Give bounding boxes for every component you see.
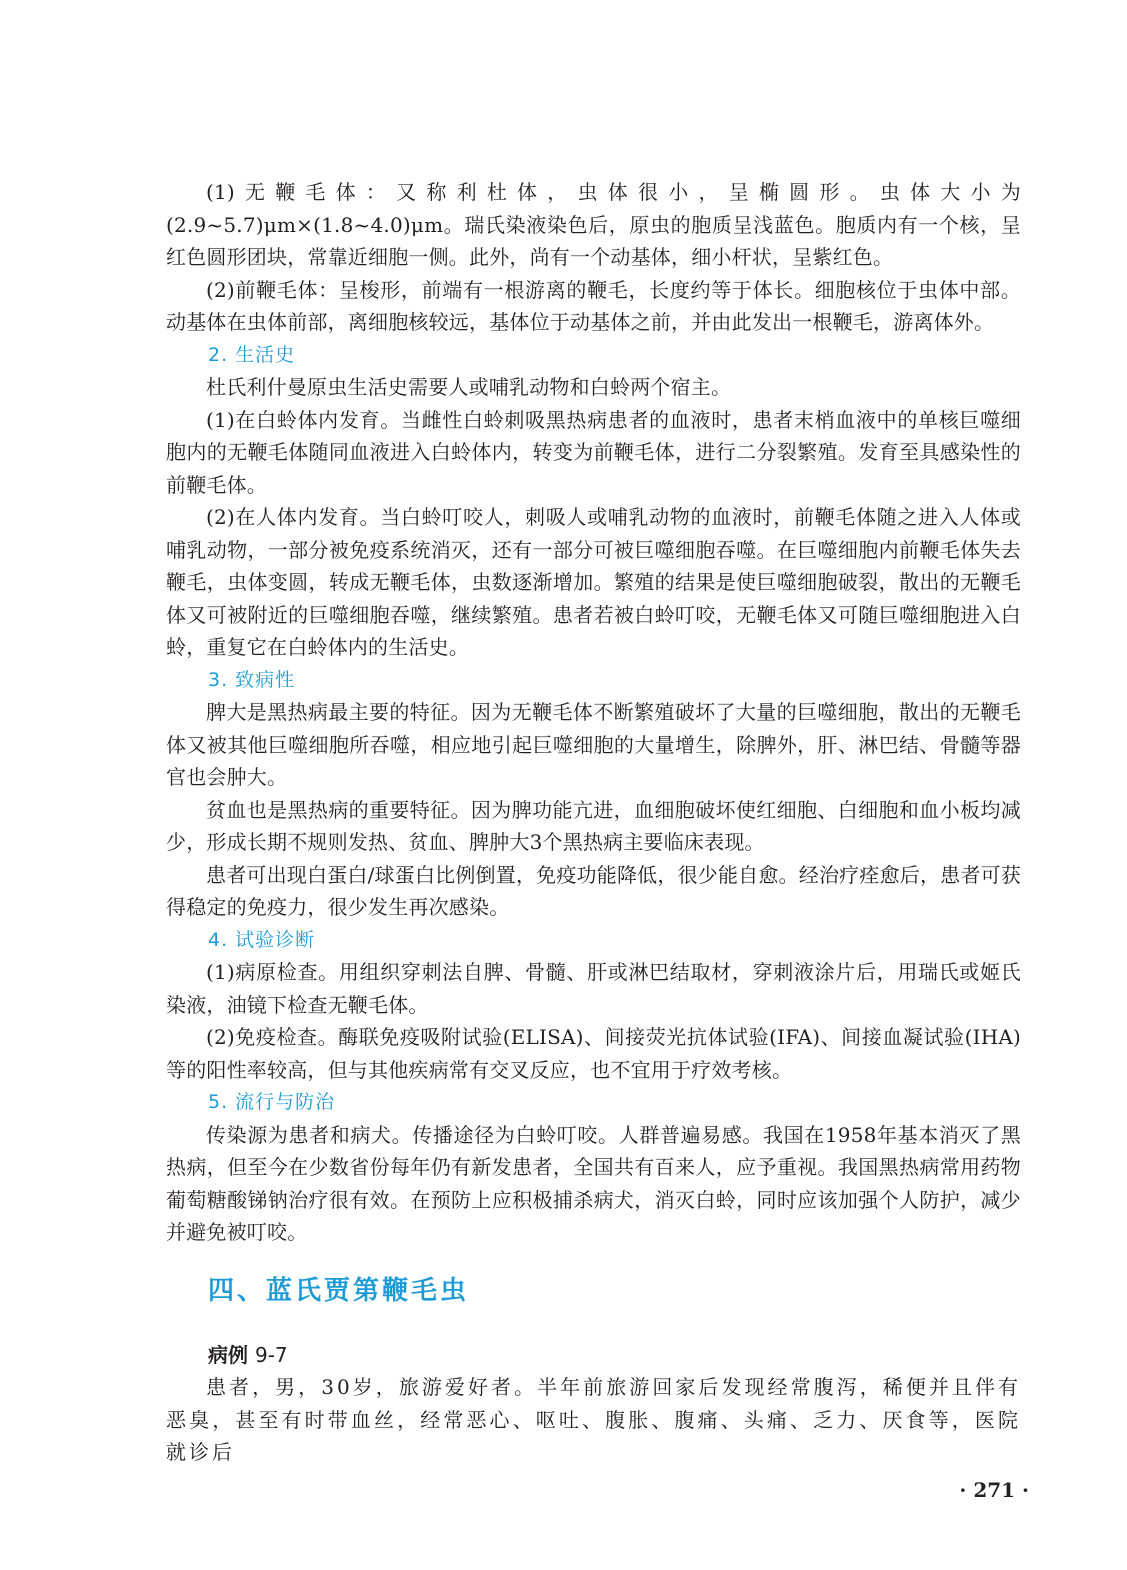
paragraph: 脾大是黑热病最主要的特征。因为无鞭毛体不断繁殖破坏了大量的巨噬细胞，散出的无鞭毛体又被其他巨噬细胞所吞噬，相应地引起巨噬细胞的大量增生，除脾外，肝、淋巴结、骨髓等器官也会肿大。	[166, 700, 1021, 789]
paragraph: (2)前鞭毛体：呈梭形，前端有一根游离的鞭毛，长度约等于体长。细胞核位于虫体中部。动基体在虫体前部，离细胞核较远，基体位于动基体之前，并由此发出一根鞭毛，游离体外。	[166, 277, 1021, 334]
paragraph: (1)在白蛉体内发育。当雌性白蛉刺吸黑热病患者的血液时，患者末梢血液中的单核巨噬细胞内的无鞭毛体随同血液进入白蛉体内，转变为前鞭毛体，进行二分裂繁殖。发育至具感染性的前鞭毛体。	[166, 407, 1021, 497]
paragraph: 传染源为患者和病犬。传播途径为白蛉叮咬。人群普遍易感。我国在1958年基本消灭了黑热病，但至今在少数省份每年仍有新发患者，全国共有百来人，应予重视。我国黑热病常用药物葡萄糖酸锑钠治疗很有效。在预防上应积极捕杀病犬，消灭白蛉，同时应该加强个人防护，减少并避免被叮咬。	[166, 1122, 1021, 1244]
subheading-epidemiology: 5. 流行与防治	[208, 1091, 336, 1113]
case-paragraph: 患者，男，30岁，旅游爱好者。半年前旅游回家后发现经常腹泻，稀便并且伴有恶臭，甚至有时带血丝，经常恶心、呕吐、腹胀、腹痛、头痛、乏力、厌食等，医院就诊后	[166, 1375, 1021, 1464]
subheading-life-cycle: 2. 生活史	[208, 343, 296, 366]
subheading-diagnosis: 4. 试验诊断	[208, 928, 316, 951]
case-label	[166, 1339, 1021, 1372]
paragraph: (2)免疫检查。酶联免疫吸附试验(ELISA)、间接荧光抗体试验(IFA)、间接血凝试验(IHA)等的阳性率较高，但与其他疾病常有交叉反应，也不宜用于疗效考核。	[166, 1025, 1021, 1082]
paragraph: (1)无鞭毛体：又称利杜体，虫体很小，呈椭圆形。虫体大小为(2.9~5.7)μm×(1.8~4.0)μm。瑞氏染液染色后，原虫的胞质呈浅蓝色。胞质内有一个核，呈红色圆形团块，常靠近细胞一侧。此外，尚有一个动基体，细小杆状，呈紫红色。	[166, 180, 1021, 269]
case-label-text: 病例	[208, 1342, 248, 1367]
paragraph: (2)在人体内发育。当白蛉叮咬人，刺吸人或哺乳动物的血液时，前鞭毛体随之进入人体或哺乳动物，一部分被免疫系统消灭，还有一部分可被巨噬细胞吞噬。在巨噬细胞内前鞭毛体失去鞭毛，虫体变圆，转成无鞭毛体，虫数逐渐增加。繁殖的结果是使巨噬细胞破裂，散出的无鞭毛体又可被附近的巨噬细胞吞噬，继续繁殖。患者若被白蛉叮咬，无鞭毛体又可随巨噬细胞进入白蛉，重复它在白蛉体内的生活史。	[166, 505, 1021, 659]
paragraph: 贫血也是黑热病的重要特征。因为脾功能亢进，血细胞破坏使红细胞、白细胞和血小板均减少，形成长期不规则发热、贫血、脾肿大3个黑热病主要临床表现。	[166, 797, 1021, 854]
page-number: · 271 ·	[959, 1478, 1029, 1502]
paragraph: (1)病原检查。用组织穿刺法自脾、骨髓、肝或淋巴结取材，穿刺液涂片后，用瑞氏或姬氏染液，油镜下检查无鞭毛体。	[166, 960, 1021, 1017]
subheading-pathogenicity: 3. 致病性	[208, 668, 296, 691]
paragraph: 杜氏利什曼原虫生活史需要人或哺乳动物和白蛉两个宿主。	[206, 375, 732, 399]
page-body	[166, 176, 1021, 1469]
case-number: 9-7	[254, 1342, 288, 1367]
section-title: 四、蓝氏贾第鞭毛虫	[208, 1275, 470, 1306]
paragraph: 患者可出现白蛋白/球蛋白比例倒置，免疫功能降低，很少能自愈。经治疗痊愈后，患者可获得稳定的免疫力，很少发生再次感染。	[166, 862, 1021, 919]
